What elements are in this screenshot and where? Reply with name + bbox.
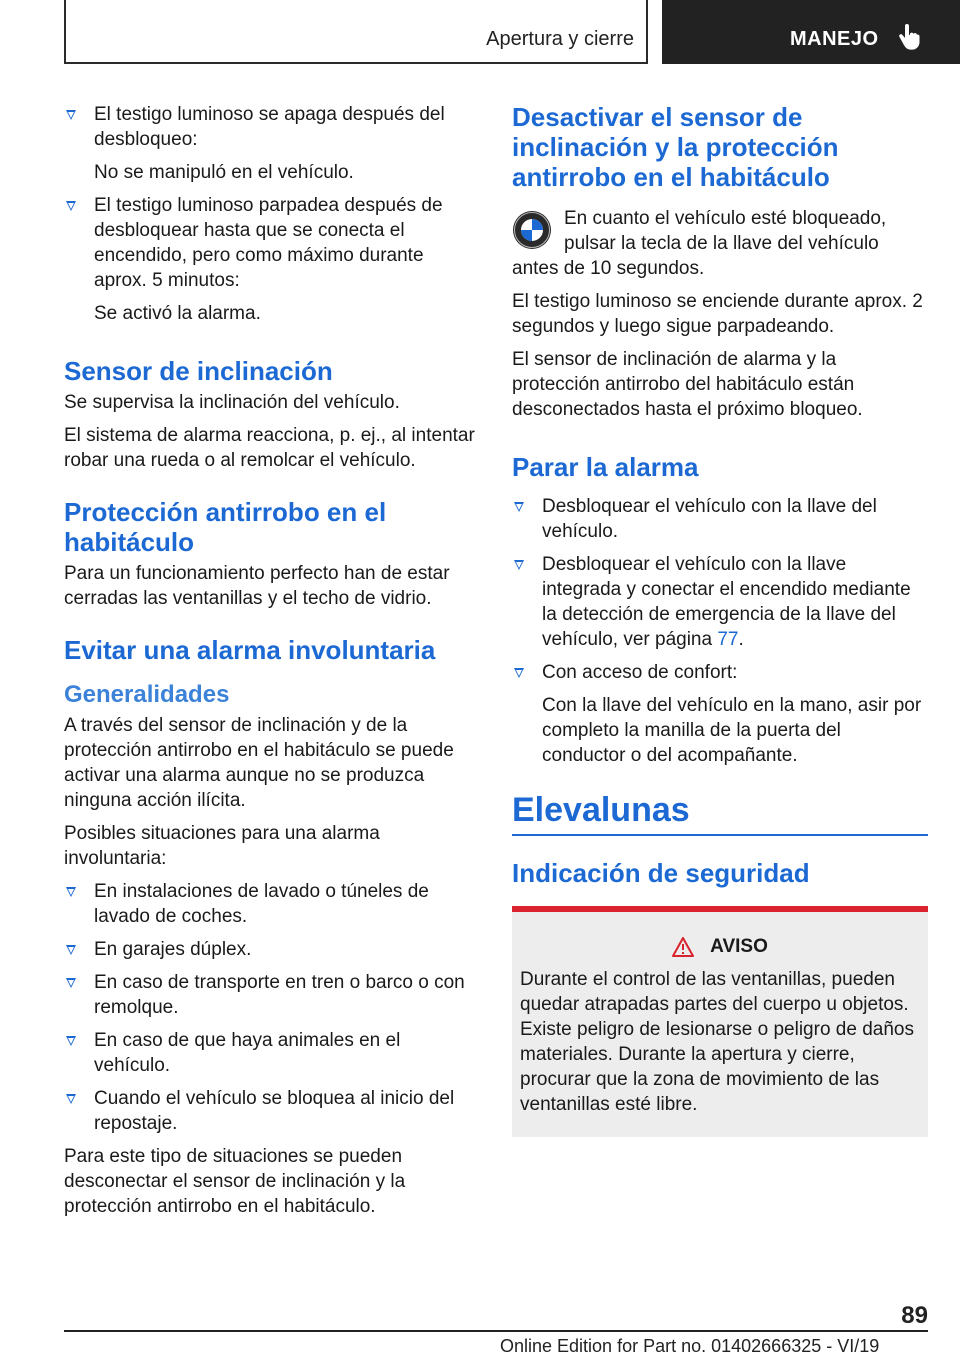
left-column <box>64 102 478 1227</box>
heading-tilt-sensor: Sensor de inclinación <box>64 356 333 386</box>
list-triangle-icon <box>514 668 524 678</box>
list-item: Con acceso de confort: <box>512 660 928 685</box>
paragraph: El sistema de alarma reacciona, p. ej., al intentar robar una rueda o al remolcar el vehículo. <box>64 425 475 471</box>
header-section-title: Apertura y cierre <box>486 28 634 50</box>
list-item: En garajes dúplex. <box>64 937 478 962</box>
list-triangle-icon <box>66 110 76 120</box>
list-item: En caso de que haya animales en el vehículo. <box>64 1028 478 1078</box>
list-item: En instalaciones de lavado o túneles de lavado de coches. <box>64 879 478 929</box>
warning-triangle-icon <box>672 937 694 957</box>
paragraph: Para este tipo de situaciones se pueden desconectar el sensor de inclinación y la protección antirrobo en el habitáculo. <box>64 1146 406 1217</box>
list-item: El testigo luminoso parpadea después de desbloquear hasta que se conecta el encendido, pero como máximo durante aprox. 5 minutos: <box>64 193 478 293</box>
warning-text: Durante el control de las ventanillas, pueden quedar atrapadas partes del cuerpo u objetos. Existe peligro de lesionarse o peligro de daños materiales. Durante la apertura y cierre, procurar que la zona de movimiento de las ventanillas esté libre. <box>520 969 914 1115</box>
bmw-logo-icon <box>512 210 552 250</box>
heading-power-windows: Elevalunas <box>512 791 690 829</box>
paragraph: A través del sensor de inclinación y de la protección antirrobo en el habitáculo se puede activar una alarma aunque no se produzca ninguna acción ilícita. <box>64 715 454 811</box>
heading-avoid-alarm: Evitar una alarma involuntaria <box>64 635 436 665</box>
chapter-tab-label: MANEJO <box>790 28 879 50</box>
warning-box <box>512 906 928 1137</box>
header-section-box <box>64 0 648 64</box>
warning-title: AVISO <box>520 934 920 959</box>
footer-divider <box>64 1330 928 1332</box>
paragraph: Para un funcionamiento perfecto han de estar cerradas las ventanillas y el techo de vidrio. <box>64 563 450 609</box>
hand-pointer-icon <box>898 24 920 50</box>
list-triangle-icon <box>66 945 76 955</box>
heading-interior-protection: Protección antirrobo en el habitáculo <box>64 497 387 557</box>
heading-deactivate: Desactivar el sensor de inclinación y la protección antirrobo en el habitáculo <box>512 102 839 192</box>
list-triangle-icon <box>66 1094 76 1104</box>
list-item: El testigo luminoso se apaga después del desbloqueo: <box>64 102 478 152</box>
paragraph: Se supervisa la inclinación del vehículo. <box>64 392 400 413</box>
page-link[interactable]: 77 <box>717 629 739 650</box>
list-item: Cuando el vehículo se bloquea al inicio del repostaje. <box>64 1086 478 1136</box>
list-triangle-icon <box>514 502 524 512</box>
list-triangle-icon <box>66 887 76 897</box>
list-item: En caso de transporte en tren o barco o con remolque. <box>64 970 478 1020</box>
paragraph: El sensor de inclinación de alarma y la protección antirrobo del habitáculo están desconectados hasta el próximo bloqueo. <box>512 349 863 420</box>
list-item-result: Se activó la alarma. <box>94 303 261 324</box>
list-triangle-icon <box>66 201 76 211</box>
list-item-result: No se manipuló en el vehículo. <box>94 162 354 183</box>
heading-safety-note: Indicación de seguridad <box>512 858 810 888</box>
paragraph: El testigo luminoso se enciende durante aprox. 2 segundos y luego sigue parpadeando. <box>512 291 923 337</box>
subheading-general: Generalidades <box>64 681 230 708</box>
list-triangle-icon <box>66 1036 76 1046</box>
chapter-heading-rule <box>512 790 928 836</box>
list-triangle-icon <box>66 978 76 988</box>
paragraph: Posibles situaciones para una alarma involuntaria: <box>64 823 380 869</box>
header-chapter-tab[interactable] <box>662 0 960 64</box>
right-column <box>512 102 928 1137</box>
footer-edition: Online Edition for Part no. 01402666325 - VI/19 <box>500 1336 880 1356</box>
paragraph: En cuanto el vehículo esté bloqueado, pulsar la tecla de la llave del vehículo antes de 10 segundos. <box>512 208 887 279</box>
list-triangle-icon <box>514 560 524 570</box>
list-item: Desbloquear el vehículo con la llave del vehículo. <box>512 494 928 544</box>
list-item: Desbloquear el vehículo con la llave integrada y conectar el encendido mediante la detección de emergencia de la llave del vehículo, ver página 77. <box>512 552 928 652</box>
heading-stop-alarm: Parar la alarma <box>512 452 699 482</box>
list-item-result: Con la llave del vehículo en la mano, asir por completo la manilla de la puerta del conductor o del acompañante. <box>542 695 922 766</box>
page-number: 89 <box>901 1302 928 1329</box>
deactivate-block <box>512 206 928 422</box>
